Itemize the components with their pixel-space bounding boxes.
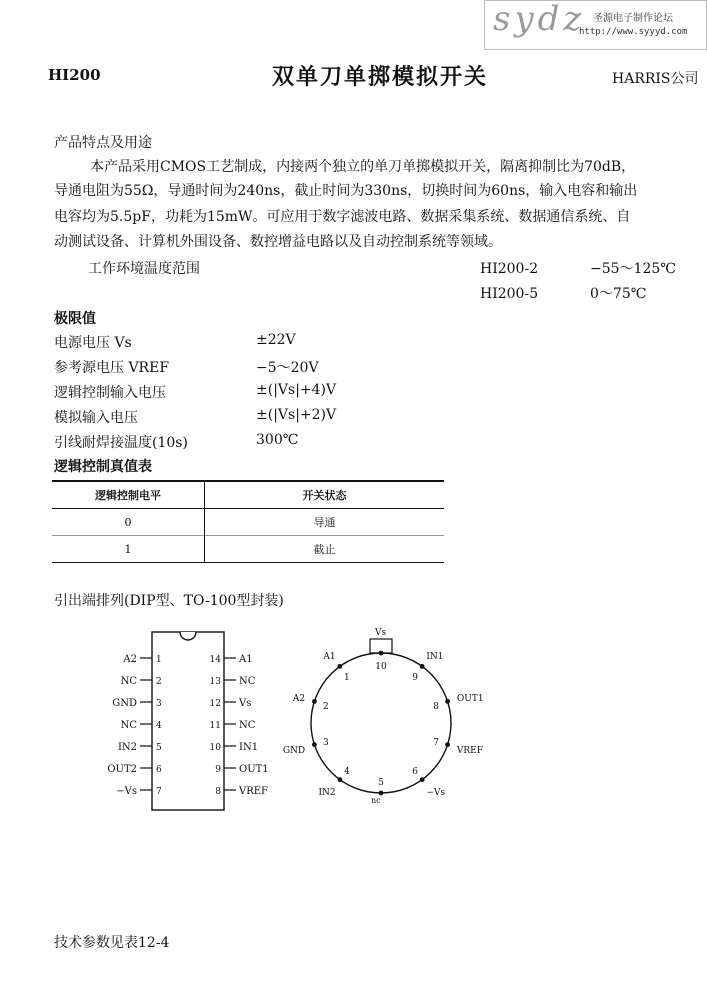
truth-table <box>52 480 444 563</box>
truth-cell-state: 导通 <box>313 516 336 529</box>
watermark-url: http://www.syyyd.com <box>579 27 688 37</box>
truth-cell-level: 0 <box>52 509 205 536</box>
to100-pin-name: IN1 <box>426 652 444 663</box>
company-name: HARRIS公司 <box>612 71 699 87</box>
dip-pin-number: 3 <box>156 699 162 709</box>
dip-pin-number: 5 <box>156 743 162 753</box>
limit-label-1: 电源电压 Vs <box>54 335 132 351</box>
to100-pin-dot <box>379 651 384 656</box>
dip-pin-number: 11 <box>209 721 221 731</box>
to100-pin-dot <box>312 742 317 747</box>
to100-pin-dot <box>420 664 425 669</box>
table-row <box>52 509 444 536</box>
dip-pin-name: A1 <box>239 654 253 665</box>
dip-pin-name: −Vs <box>116 786 137 797</box>
dip-pin-number: 9 <box>215 765 221 775</box>
dip-pin-number: 14 <box>209 655 221 665</box>
dip-pin-name: NC <box>239 720 256 731</box>
to100-pin-name: IN2 <box>318 787 336 798</box>
dip-pin-name: NC <box>239 676 256 687</box>
to100-pin-number: 3 <box>322 737 329 748</box>
dip-pin-name: OUT2 <box>107 764 137 775</box>
to100-package-diagram <box>280 620 484 820</box>
to100-pin-dot <box>445 742 450 747</box>
to100-body <box>311 653 451 793</box>
truth-col-switch-state: 开关状态 <box>302 489 347 502</box>
dip-pin-number: 4 <box>156 721 162 731</box>
features-line-3: 电容均为5.5pF，功耗为15mW。可应用于数字滤波电路、数据采集系统、数据通信系统、自 <box>54 209 631 225</box>
to100-pin-dot <box>312 699 317 704</box>
to100-pin-number: 4 <box>344 766 350 777</box>
watermark-logo <box>484 0 707 50</box>
page-title: 双单刀单掷模拟开关 <box>272 64 489 90</box>
model-number: HI200 <box>48 66 101 84</box>
temp-range-1: −55～125℃ <box>590 261 676 277</box>
dip-pin-name: NC <box>120 676 137 687</box>
to100-pin-number: 8 <box>433 702 440 713</box>
to100-pin-number: 1 <box>344 673 350 684</box>
dip-pin-name: VREF <box>239 786 268 797</box>
temp-model-1: HI200-2 <box>480 261 539 277</box>
footer-note: 技术参数见表12-4 <box>54 935 170 951</box>
watermark-logo-text: sydz <box>493 0 586 39</box>
to100-pin-number: 5 <box>378 778 384 788</box>
temp-range-label: 工作环境温度范围 <box>88 261 200 277</box>
to100-pin-name: VREF <box>456 745 483 756</box>
dip-package-diagram <box>100 620 280 820</box>
limit-value-5: 300℃ <box>256 432 299 448</box>
to100-pin-name: OUT1 <box>456 694 484 705</box>
truth-table-header-row <box>52 481 444 509</box>
limit-value-2: −5～20V <box>256 360 319 376</box>
limit-label-4: 模拟输入电压 <box>54 410 138 426</box>
limit-value-3: ±(|Vs|+4)V <box>256 382 337 398</box>
to100-top-label: Vs <box>375 628 387 638</box>
dip-pin-name: NC <box>120 720 137 731</box>
limit-value-4: ±(|Vs|+2)V <box>256 407 337 423</box>
to100-pin-number: 10 <box>375 662 387 672</box>
dip-pin-number: 13 <box>209 677 221 687</box>
limit-label-3: 逻辑控制输入电压 <box>54 385 166 401</box>
dip-pin-number: 8 <box>215 787 221 797</box>
limits-heading: 极限值 <box>54 311 96 327</box>
dip-pin-name: OUT1 <box>239 764 269 775</box>
table-row <box>52 536 444 563</box>
watermark-site-name: 圣源电子制作论坛 <box>593 13 673 24</box>
to100-pin-name: A2 <box>292 694 306 705</box>
dip-pin-number: 7 <box>156 787 162 797</box>
dip-pin-name: IN1 <box>239 742 259 753</box>
dip-pin-number: 2 <box>156 677 162 687</box>
pinout-heading: 引出端排列(DIP型、TO-100型封装) <box>54 593 284 609</box>
dip-pin-number: 1 <box>156 655 162 665</box>
to100-pin-dot <box>337 664 342 669</box>
dip-pin-name: IN2 <box>117 742 137 753</box>
dip-pin-number: 10 <box>209 743 221 753</box>
dip-pin-number: 6 <box>156 765 162 775</box>
to100-pin-number: 9 <box>412 673 418 684</box>
dip-pin-name: GND <box>112 698 137 709</box>
to100-pin-name: GND <box>282 745 306 756</box>
dip-pin-name: Vs <box>239 698 252 709</box>
features-line-1: 本产品采用CMOS工艺制成，内接两个独立的单刀单掷模拟开关，隔离抑制比为70dB， <box>90 159 636 175</box>
truth-cell-level: 1 <box>52 536 205 563</box>
truth-col-logic-level: 逻辑控制电平 <box>52 481 205 509</box>
to100-pin-dot <box>379 791 384 796</box>
features-line-4: 动测试设备、计算机外围设备、数控增益电路以及自动控制系统等领域。 <box>54 234 502 250</box>
to100-pin5-label: nc <box>371 796 381 805</box>
limit-label-2: 参考源电压 VREF <box>54 360 170 376</box>
to100-pin-name: A1 <box>323 652 336 663</box>
limit-value-1: ±22V <box>256 332 296 348</box>
temp-model-2: HI200-5 <box>480 286 539 302</box>
to100-pin-number: 7 <box>433 737 440 748</box>
to100-pin-name: −Vs <box>426 787 446 798</box>
truth-table-heading: 逻辑控制真值表 <box>54 459 152 475</box>
to100-pin-number: 6 <box>412 766 418 777</box>
truth-cell-state: 截止 <box>313 543 336 556</box>
to100-pin-number: 2 <box>322 702 329 713</box>
limit-label-5: 引线耐焊接温度(10s) <box>54 435 188 451</box>
dip-pin-name: A2 <box>123 654 137 665</box>
dip-notch <box>180 632 196 640</box>
features-line-2: 导通电阻为55Ω，导通时间为240ns，截止时间为330ns，切换时间为60ns，输入电容和输出 <box>54 183 638 199</box>
to100-pin-dot <box>420 777 425 782</box>
features-heading: 产品特点及用途 <box>54 135 152 151</box>
to100-pin-dot <box>337 777 342 782</box>
dip-pin-number: 12 <box>209 699 221 709</box>
to100-pin-dot <box>445 699 450 704</box>
temp-range-2: 0～75℃ <box>590 286 647 302</box>
